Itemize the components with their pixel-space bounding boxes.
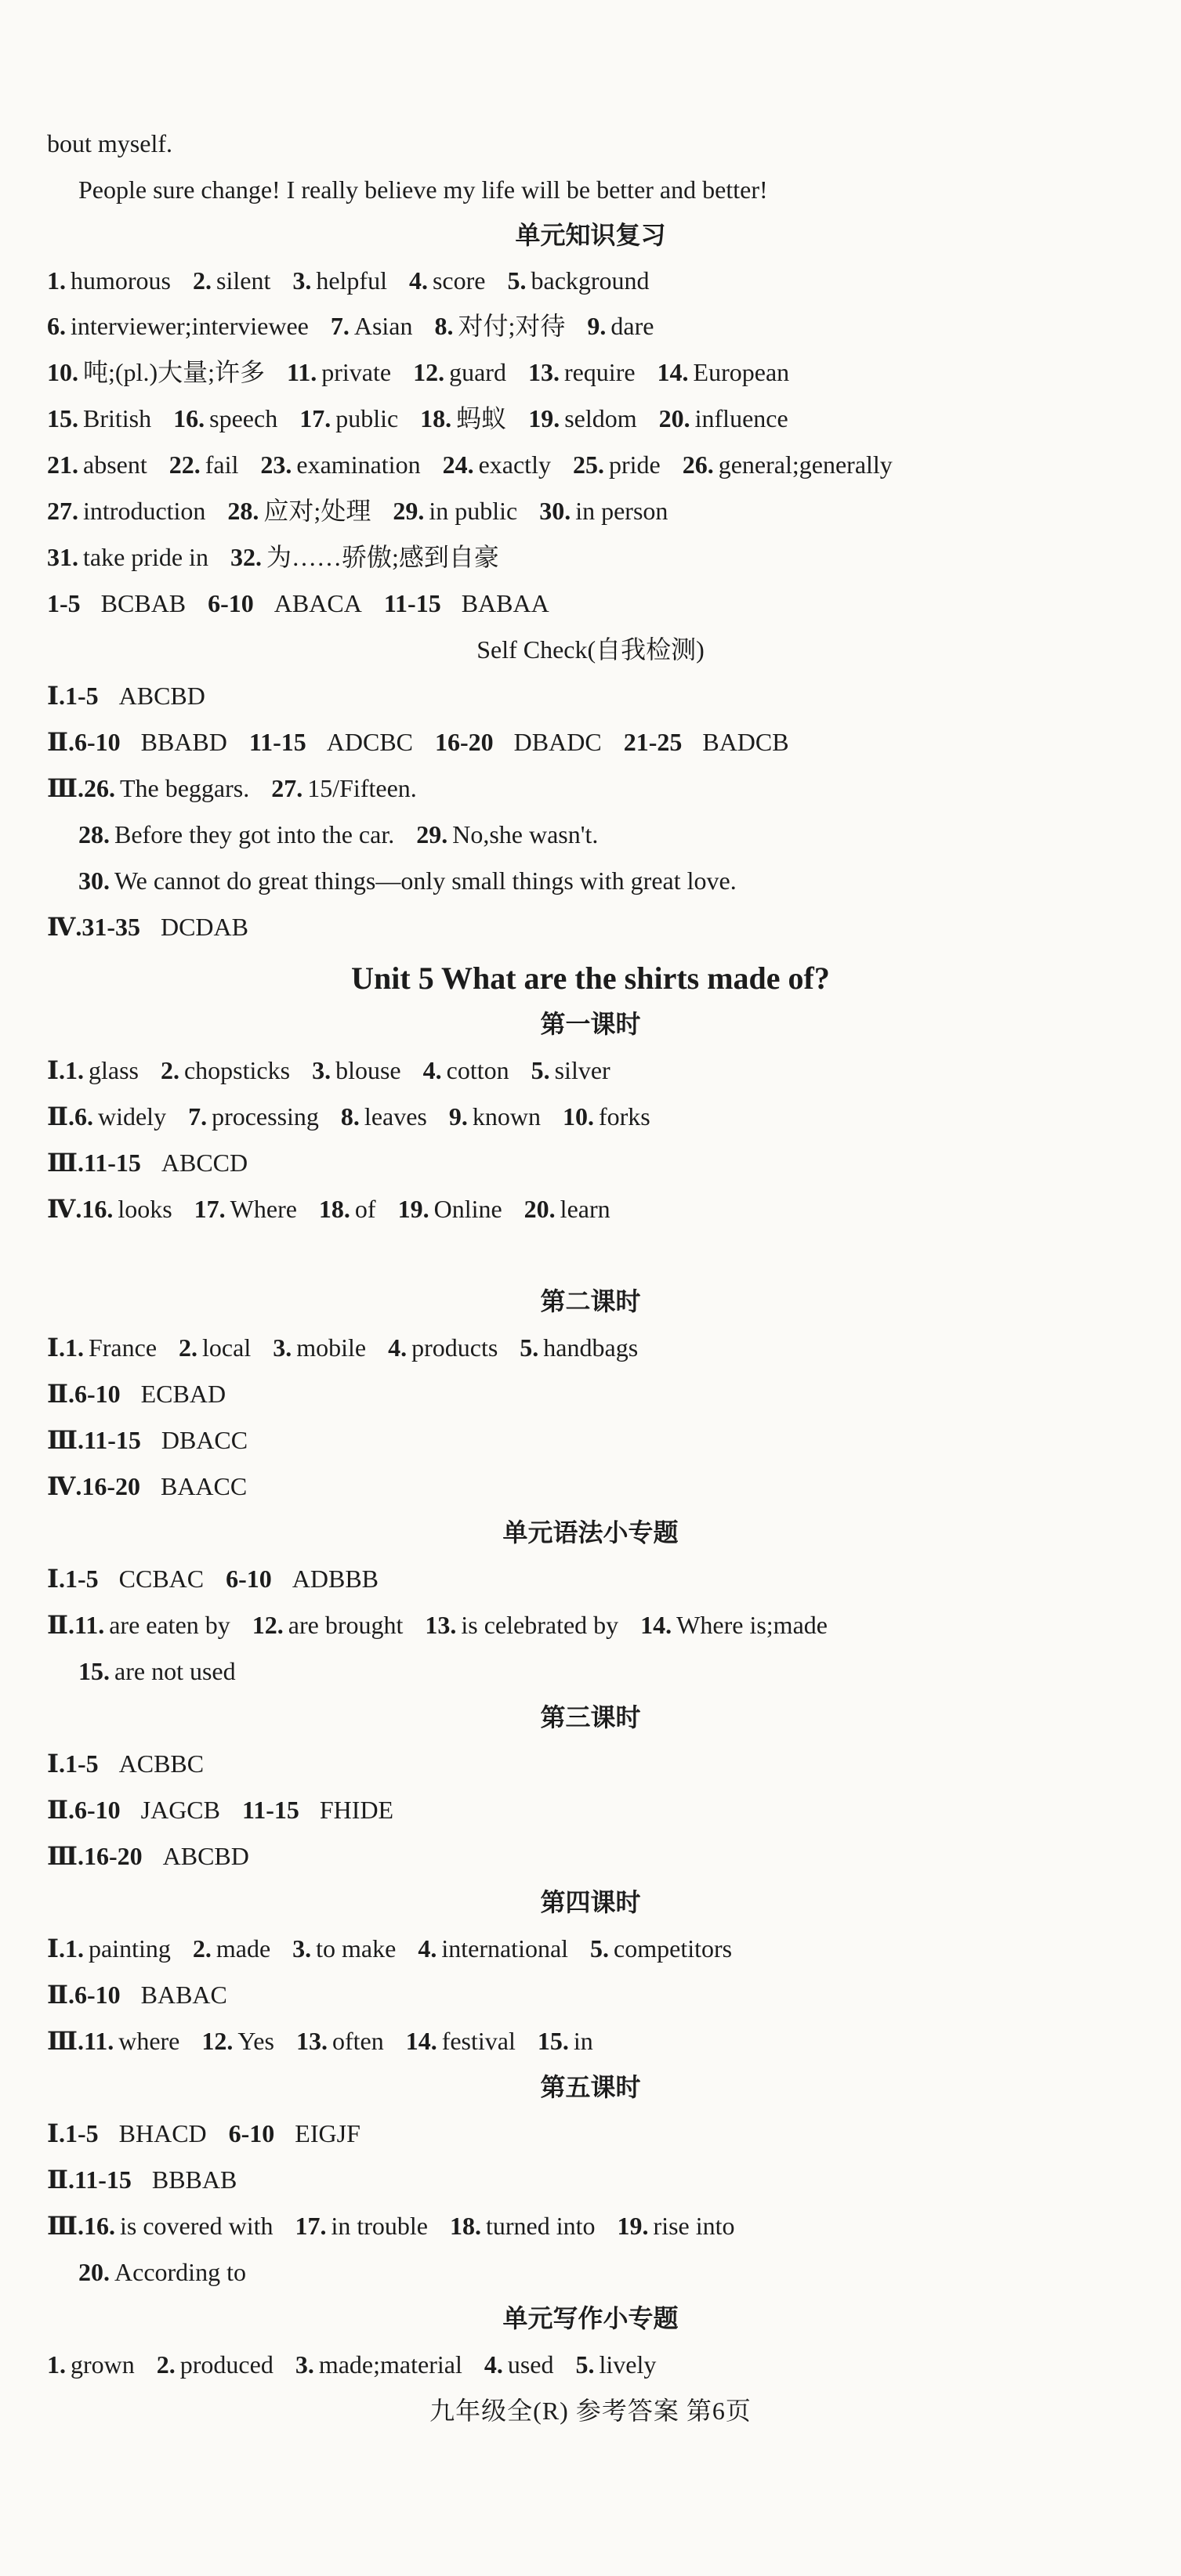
answer-row: [47, 1424, 1157, 1456]
answer-text: Asian: [353, 312, 413, 340]
answer-number: Ⅳ.16.: [47, 1195, 114, 1223]
answer-row: [47, 1563, 1157, 1594]
answer-text: cotton: [446, 1056, 509, 1084]
answer-number: 15.: [47, 404, 78, 432]
answer-number: 10.: [562, 1102, 594, 1131]
answer-text: glass: [88, 1056, 139, 1084]
answer-number: 14.: [405, 2027, 437, 2055]
answer-number: Ⅰ.1.: [47, 1934, 84, 1963]
answer-row: [47, 1101, 1157, 1132]
answer-text: fail: [205, 450, 239, 479]
answer-number: 23.: [260, 450, 292, 479]
answer-text: interviewer;interviewee: [71, 312, 309, 340]
answer-number: 5.: [520, 1333, 539, 1362]
answer-number: 13.: [425, 1611, 457, 1639]
answer-text: produced: [179, 2350, 274, 2379]
answer-text: silent: [216, 266, 271, 295]
answer-number: 28.: [227, 497, 259, 525]
answer-text: grown: [71, 2350, 135, 2379]
answer-text: to make: [316, 1934, 397, 1963]
section-title-writing: 单元写作小专题: [502, 2304, 679, 2332]
answer-text: handbags: [543, 1333, 639, 1362]
answer-number: 20.: [523, 1195, 556, 1223]
answer-row: [78, 819, 1157, 850]
answer-number: 12.: [252, 1611, 284, 1639]
answer-text: BABAC: [140, 1981, 227, 2009]
answer-number: 19.: [528, 404, 560, 432]
answer-number: 30.: [78, 867, 110, 895]
answer-text: chopsticks: [183, 1056, 291, 1084]
answer-number: 3.: [292, 266, 312, 295]
answer-text: in public: [429, 497, 518, 525]
answer-text: products: [411, 1333, 498, 1362]
answer-text: seldom: [564, 404, 637, 432]
answer-number: 18.: [420, 404, 452, 432]
answer-number: 8.: [434, 312, 454, 340]
answer-row: [47, 541, 1157, 573]
answer-text: ECBAD: [140, 1380, 226, 1408]
answer-row: [47, 2118, 1157, 2149]
answer-text: forks: [598, 1102, 650, 1131]
answer-text: of: [354, 1195, 376, 1223]
answer-row: [47, 1794, 1157, 1825]
answer-row: [47, 1933, 1157, 1964]
answer-row: [47, 1193, 1157, 1225]
answer-number: 28.: [78, 820, 110, 848]
answer-text: DBADC: [513, 728, 602, 756]
answer-text: often: [331, 2027, 384, 2055]
answer-row: [47, 772, 1157, 804]
answer-number: 1.: [47, 266, 66, 295]
answer-number: 1-5: [47, 589, 81, 617]
answer-number: 4.: [422, 1056, 442, 1084]
answer-number: 20.: [658, 404, 690, 432]
answer-number: 18.: [318, 1195, 350, 1223]
answer-text: BAACC: [160, 1472, 248, 1500]
answer-number: Ⅱ.6-10: [47, 1981, 121, 2009]
answer-text: influence: [694, 404, 788, 432]
answer-text: are not used: [114, 1657, 236, 1685]
answer-number: 31.: [47, 543, 78, 571]
answer-number: Ⅲ.11-15: [47, 1426, 141, 1454]
answer-text: humorous: [71, 266, 171, 295]
intro-line: bout myself.: [47, 129, 172, 157]
answer-number: 6-10: [226, 1565, 272, 1593]
answer-row: [47, 2210, 1157, 2241]
answer-number: Ⅰ.1.: [47, 1056, 84, 1084]
answer-text: dare: [610, 312, 654, 340]
answer-number: 13.: [295, 2027, 328, 2055]
section-title-lesson4: 第四课时: [540, 1888, 641, 1916]
answer-row: [47, 588, 1157, 619]
answer-text: learn: [560, 1195, 610, 1223]
answer-number: 2.: [156, 2350, 176, 2379]
answer-text: turned into: [486, 2212, 596, 2240]
answer-text: known: [472, 1102, 541, 1131]
answer-number: Ⅲ.16-20: [47, 1842, 143, 1870]
answer-row: [47, 1378, 1157, 1409]
section-title-grammar: 单元语法小专题: [502, 1518, 679, 1547]
answer-text: France: [88, 1333, 158, 1362]
answer-text: CCBAC: [118, 1565, 205, 1593]
answer-row: [47, 1609, 1157, 1641]
page-footer: 九年级全(R) 参考答案 第6页: [429, 2397, 752, 2425]
answer-row: [47, 680, 1157, 711]
answer-number: 2.: [160, 1056, 179, 1084]
answer-text: looks: [118, 1195, 172, 1223]
answer-row: [47, 911, 1157, 942]
answer-text: rise into: [653, 2212, 735, 2240]
section-title-review: 单元知识复习: [515, 221, 666, 249]
answer-text: ADBBB: [292, 1565, 379, 1593]
answer-number: 32.: [230, 543, 262, 571]
answer-text: ABCBD: [118, 682, 205, 710]
answer-text: Yes: [237, 2027, 274, 2055]
answer-number: 17.: [194, 1195, 226, 1223]
answer-text: general;generally: [718, 450, 893, 479]
answer-text: are brought: [288, 1611, 404, 1639]
answer-number: 21.: [47, 450, 78, 479]
answer-text: 为……骄傲;感到自豪: [266, 543, 499, 571]
answer-number: 11-15: [383, 589, 441, 617]
answer-text: made;material: [318, 2350, 462, 2379]
answer-text: is covered with: [119, 2212, 274, 2240]
answer-text: in person: [575, 497, 668, 525]
answer-number: Ⅰ.1-5: [47, 1565, 99, 1593]
answer-text: ABACA: [274, 589, 362, 617]
answer-row: [78, 865, 1157, 896]
answer-number: 9.: [587, 312, 607, 340]
answer-text: score: [432, 266, 486, 295]
answer-text: exactly: [478, 450, 551, 479]
answer-text: private: [321, 358, 392, 386]
answer-number: Ⅱ.6-10: [47, 1380, 121, 1408]
answer-text: where: [118, 2027, 180, 2055]
answer-text: Before they got into the car.: [114, 820, 395, 848]
answer-text: BHACD: [118, 2119, 207, 2147]
answer-text: require: [563, 358, 636, 386]
answer-number: Ⅱ.6.: [47, 1102, 93, 1131]
answer-number: Ⅳ.31-35: [47, 913, 140, 941]
answer-number: 3.: [292, 1934, 312, 1963]
answer-number: 20.: [78, 2258, 110, 2286]
answer-number: 10.: [47, 358, 78, 386]
answer-text: No,she wasn't.: [452, 820, 599, 848]
answer-text: JAGCB: [140, 1796, 220, 1824]
answer-number: 7.: [330, 312, 350, 340]
answer-number: 1.: [47, 2350, 66, 2379]
answer-text: in: [573, 2027, 593, 2055]
answer-number: 30.: [539, 497, 571, 525]
answer-number: 4.: [388, 1333, 408, 1362]
answer-number: 14.: [657, 358, 689, 386]
answer-text: DCDAB: [160, 913, 248, 941]
answer-number: 13.: [527, 358, 560, 386]
answer-number: Ⅱ.6-10: [47, 1796, 121, 1824]
answer-number: 3.: [295, 2350, 314, 2379]
answer-number: Ⅰ.1.: [47, 1333, 84, 1362]
unit-title: Unit 5 What are the shirts made of?: [351, 961, 830, 996]
answer-number: 17.: [299, 404, 331, 432]
answer-number: Ⅳ.16-20: [47, 1472, 140, 1500]
answer-row: [47, 356, 1157, 388]
answer-row: [47, 726, 1157, 758]
answer-number: 12.: [413, 358, 445, 386]
answer-text: BBBAB: [151, 2165, 237, 2194]
answer-number: 4.: [408, 266, 428, 295]
answer-text: international: [441, 1934, 569, 1963]
answer-number: 6-10: [228, 2119, 275, 2147]
answer-text: British: [83, 404, 152, 432]
answer-number: 12.: [201, 2027, 234, 2055]
answer-number: 3.: [312, 1056, 331, 1084]
answer-number: Ⅱ.11.: [47, 1611, 105, 1639]
answer-number: Ⅱ.6-10: [47, 728, 121, 756]
answer-number: 8.: [340, 1102, 360, 1131]
answer-text: take pride in: [83, 543, 208, 571]
answer-text: BCBAB: [100, 589, 187, 617]
answer-number: 29.: [393, 497, 425, 525]
answer-number: 22.: [168, 450, 201, 479]
answer-row: [47, 310, 1157, 342]
answer-number: 3.: [273, 1333, 292, 1362]
answer-text: Where: [230, 1195, 297, 1223]
answer-number: 2.: [193, 266, 212, 295]
answer-number: 26.: [682, 450, 714, 479]
answer-text: ABCCD: [161, 1149, 248, 1177]
answer-text: examination: [296, 450, 421, 479]
answer-text: 蚂蚁: [456, 404, 507, 432]
answer-text: blouse: [335, 1056, 401, 1084]
answer-text: Where is;made: [676, 1611, 828, 1639]
intro-line: People sure change! I really believe my life will be better and better!: [78, 175, 768, 204]
answer-number: Ⅰ.1-5: [47, 2119, 99, 2147]
answer-text: public: [335, 404, 399, 432]
answer-text: are eaten by: [109, 1611, 230, 1639]
answer-number: 14.: [640, 1611, 672, 1639]
answer-text: mobile: [296, 1333, 367, 1362]
answer-text: widely: [97, 1102, 167, 1131]
answer-number: Ⅲ.11.: [47, 2027, 114, 2055]
answer-row: [78, 1655, 1157, 1687]
answer-number: 4.: [484, 2350, 503, 2379]
answer-text: local: [202, 1333, 252, 1362]
answer-number: 29.: [416, 820, 448, 848]
answer-row: [47, 495, 1157, 526]
answer-text: BADCB: [702, 728, 789, 756]
section-title-lesson2: 第二课时: [540, 1287, 641, 1315]
answer-number: Ⅲ.26.: [47, 774, 115, 802]
answer-number: Ⅲ.11-15: [47, 1149, 141, 1177]
answer-row: [47, 1471, 1157, 1502]
answer-number: 2.: [179, 1333, 198, 1362]
answer-number: 15.: [78, 1657, 110, 1685]
answer-text: BBABD: [140, 728, 227, 756]
answer-text: background: [531, 266, 650, 295]
answer-text: in trouble: [331, 2212, 428, 2240]
answer-row: [47, 1840, 1157, 1872]
answer-number: 16-20: [435, 728, 494, 756]
answer-number: 6-10: [208, 589, 254, 617]
answer-number: 18.: [450, 2212, 481, 2240]
answer-text: competitors: [614, 1934, 733, 1963]
answer-number: 7.: [188, 1102, 208, 1131]
section-title-selfcheck: Self Check(自我检测): [476, 635, 705, 664]
answer-text: speech: [209, 404, 278, 432]
answer-number: Ⅰ.1-5: [47, 1749, 99, 1778]
answer-text: made: [216, 1934, 271, 1963]
answer-text: 吨;(pl.)大量;许多: [83, 358, 265, 386]
answer-row: [47, 1332, 1157, 1363]
answer-text: absent: [83, 450, 147, 479]
answer-row: [47, 449, 1157, 480]
section-title-lesson5: 第五课时: [540, 2073, 641, 2101]
answer-number: 15.: [537, 2027, 569, 2055]
answer-text: Online: [433, 1195, 502, 1223]
answer-number: 19.: [397, 1195, 429, 1223]
answer-number: 9.: [448, 1102, 468, 1131]
answer-text: introduction: [83, 497, 206, 525]
answer-number: 17.: [295, 2212, 327, 2240]
answer-text: is celebrated by: [461, 1611, 619, 1639]
answer-row: [47, 1147, 1157, 1178]
answer-text: lively: [599, 2350, 657, 2379]
answer-text: ABCBD: [162, 1842, 249, 1870]
answer-row: [47, 2025, 1157, 2057]
answer-number: 5.: [590, 1934, 610, 1963]
section-title-lesson3: 第三课时: [540, 1703, 641, 1731]
answer-number: 25.: [572, 450, 604, 479]
answer-number: 4.: [418, 1934, 437, 1963]
answer-text: processing: [212, 1102, 319, 1131]
answer-text: helpful: [316, 266, 387, 295]
answer-number: 19.: [617, 2212, 649, 2240]
answer-number: 11-15: [241, 1796, 299, 1824]
answer-text: 应对;处理: [263, 497, 371, 525]
answer-row: [47, 1748, 1157, 1779]
answer-number: 24.: [442, 450, 474, 479]
answer-text: According to: [114, 2258, 246, 2286]
answer-number: 11-15: [248, 728, 306, 756]
answer-number: Ⅰ.1-5: [47, 682, 99, 710]
answer-text: EIGJF: [295, 2119, 360, 2147]
answer-text: painting: [88, 1934, 171, 1963]
answer-number: 16.: [173, 404, 205, 432]
answer-row: [47, 1055, 1157, 1086]
answer-number: 5.: [507, 266, 527, 295]
answer-row: [47, 403, 1157, 434]
answer-row: [47, 2164, 1157, 2195]
answer-number: 21-25: [623, 728, 683, 756]
answer-number: Ⅲ.16.: [47, 2212, 115, 2240]
answer-text: The beggars.: [119, 774, 250, 802]
answer-row: [47, 265, 1157, 296]
answer-text: guard: [449, 358, 506, 386]
answer-text: used: [507, 2350, 554, 2379]
answer-text: European: [693, 358, 790, 386]
answer-text: 对付;对待: [458, 312, 566, 340]
answer-text: pride: [608, 450, 661, 479]
answer-text: DBACC: [161, 1426, 248, 1454]
answer-text: ADCBC: [326, 728, 414, 756]
answer-number: 27.: [271, 774, 303, 802]
answer-text: leaves: [364, 1102, 427, 1131]
answer-number: Ⅱ.11-15: [47, 2165, 132, 2194]
answer-text: We cannot do great things—only small things with great love.: [114, 867, 737, 895]
answer-number: 6.: [47, 312, 66, 340]
answer-text: ACBBC: [118, 1749, 205, 1778]
answer-text: festival: [441, 2027, 516, 2055]
answer-text: silver: [554, 1056, 610, 1084]
answer-row: [78, 2256, 1157, 2288]
answer-number: 11.: [287, 358, 317, 386]
answer-number: 2.: [192, 1934, 212, 1963]
section-title-lesson1: 第一课时: [540, 1010, 641, 1038]
answer-text: FHIDE: [319, 1796, 394, 1824]
answer-row: [47, 1979, 1157, 2010]
answer-row: [47, 2349, 1157, 2380]
answer-text: 15/Fifteen.: [307, 774, 417, 802]
answer-number: 5.: [575, 2350, 595, 2379]
answer-number: 5.: [531, 1056, 550, 1084]
answer-number: 27.: [47, 497, 78, 525]
answer-text: BABAA: [461, 589, 549, 617]
